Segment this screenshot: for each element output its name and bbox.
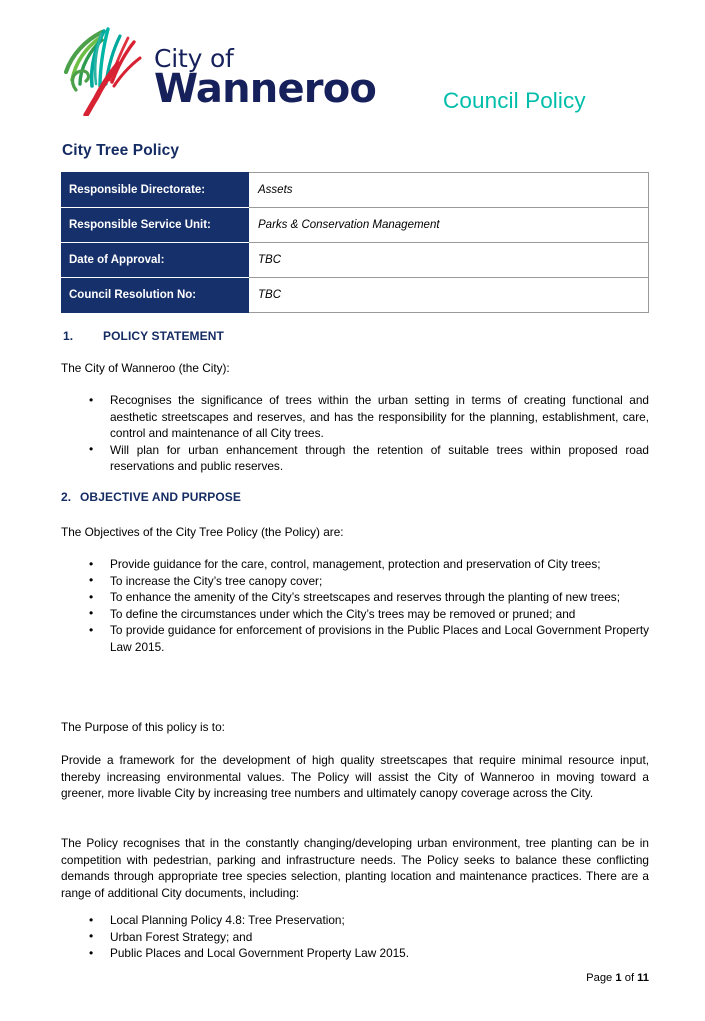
meta-value-responsible-service-unit: Parks & Conservation Management (249, 208, 649, 243)
table-row (62, 208, 649, 243)
policy-recognition-paragraph: The Policy recognises that in the constantly changing/developing urban environment, tree planting can be in competition with pedestrian, parking and infrastructure needs. The Policy seeks to balance these conflicting demands through appropriate tree species selection, planting location and maintenance practices. There are a range of additional City documents, including: (61, 836, 649, 900)
document-type-heading: Council Policy (443, 88, 586, 113)
meta-value-date-of-approval: TBC (249, 243, 649, 278)
footer-page-total: 11 (637, 972, 649, 984)
table-row (62, 173, 649, 208)
page-header (0, 14, 705, 124)
list-item: • Provide guidance for the care, control, management, protection and preservation of City trees; (61, 556, 649, 573)
section-number-1: 1. (63, 329, 74, 343)
section-heading-2 (61, 490, 241, 504)
list-item: • Public Places and Local Government Property Law 2015. (61, 945, 649, 962)
section-heading-1 (63, 329, 224, 343)
purpose-body-paragraph: Provide a framework for the development of high quality streetscapes that require minimal resource input, thereby increasing environmental values. The Policy will assist the City of Wanneroo in moving toward a greener, more livable City by increasing tree numbers and ultimately canopy coverage across the City. (61, 753, 649, 801)
logo-wanneroo-text: Wanneroo (154, 66, 377, 112)
related-documents-list (61, 912, 649, 962)
section-2-intro: The Objectives of the City Tree Policy (the Policy) are: (61, 525, 344, 539)
section-1-intro: The City of Wanneroo (the City): (61, 361, 230, 375)
page-footer (0, 972, 649, 984)
section-title-2: OBJECTIVE AND PURPOSE (80, 490, 242, 504)
footer-page-middle: of (621, 972, 638, 984)
list-item: • To define the circumstances under which the City’s trees may be removed or pruned; and (61, 606, 649, 623)
table-row (62, 278, 649, 313)
section-number-2: 2. (61, 490, 72, 504)
list-item: • Recognises the significance of trees within the urban setting in terms of creating functional and aesthetic streetscapes and reserves, and has the responsibility for the planning, establishment, care, control and maintenance of all City trees. (61, 392, 649, 442)
wanneroo-grasstree-logo-icon (62, 24, 142, 116)
meta-label-council-resolution-no: Council Resolution No: (62, 278, 249, 313)
meta-value-council-resolution-no: TBC (249, 278, 649, 313)
list-item: • Will plan for urban enhancement through the retention of suitable trees within proposed road reservations and public reserves. (61, 442, 649, 475)
table-row (62, 243, 649, 278)
section-2-objectives-list (61, 556, 649, 656)
meta-value-responsible-directorate: Assets (249, 173, 649, 208)
footer-page-number: 1 (615, 972, 622, 984)
purpose-lead-paragraph: The Purpose of this policy is to: (61, 720, 225, 734)
list-item: • To increase the City’s tree canopy cover; (61, 573, 649, 590)
logo-wordmark (154, 44, 377, 112)
list-item: • Urban Forest Strategy; and (61, 929, 649, 946)
meta-label-responsible-service-unit: Responsible Service Unit: (62, 208, 249, 243)
logo-city-of-text: City of (154, 44, 234, 73)
list-item: • Local Planning Policy 4.8: Tree Preservation; (61, 912, 649, 929)
section-1-bullet-list (61, 392, 649, 475)
footer-page-prefix: Page (586, 972, 616, 984)
list-item: • To enhance the amenity of the City’s streetscapes and reserves through the planting of new trees; (61, 589, 649, 606)
page-title: City Tree Policy (62, 142, 180, 159)
section-title-1: POLICY STATEMENT (103, 329, 224, 343)
meta-label-responsible-directorate: Responsible Directorate: (62, 173, 249, 208)
policy-metadata-table (61, 172, 649, 313)
list-item: • To provide guidance for enforcement of provisions in the Public Places and Local Government Property Law 2015. (61, 622, 649, 655)
city-of-wanneroo-logo (62, 24, 377, 124)
meta-label-date-of-approval: Date of Approval: (62, 243, 249, 278)
